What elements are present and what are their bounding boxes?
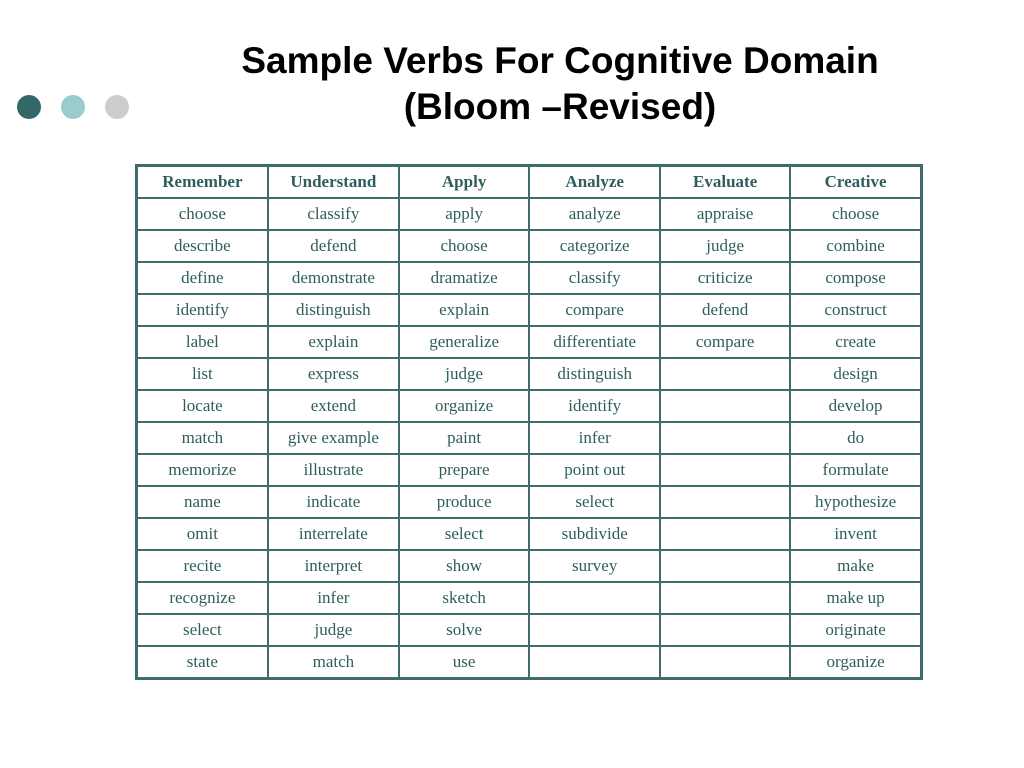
table-row: [137, 358, 922, 390]
column-header-analyze: Analyze: [529, 166, 660, 199]
table-cell: originate: [790, 614, 921, 646]
table-cell: differentiate: [529, 326, 660, 358]
table-cell: [660, 422, 790, 454]
table-cell: choose: [137, 198, 268, 230]
table-cell: state: [137, 646, 268, 679]
table-cell: [660, 614, 790, 646]
table-cell: do: [790, 422, 921, 454]
table-cell: omit: [137, 518, 268, 550]
table-cell: indicate: [268, 486, 399, 518]
table-row: [137, 646, 922, 679]
table-row: [137, 294, 922, 326]
table-cell: distinguish: [268, 294, 399, 326]
table-cell: select: [399, 518, 529, 550]
table-row: [137, 486, 922, 518]
table-cell: infer: [529, 422, 660, 454]
table-cell: name: [137, 486, 268, 518]
table-row: [137, 422, 922, 454]
column-header-apply: Apply: [399, 166, 529, 199]
table-cell: [529, 582, 660, 614]
table-cell: categorize: [529, 230, 660, 262]
table-row: [137, 454, 922, 486]
table-cell: [660, 390, 790, 422]
table-cell: subdivide: [529, 518, 660, 550]
column-header-understand: Understand: [268, 166, 399, 199]
table-cell: criticize: [660, 262, 790, 294]
table-cell: choose: [399, 230, 529, 262]
table-cell: select: [137, 614, 268, 646]
table-cell: [660, 486, 790, 518]
table-cell: apply: [399, 198, 529, 230]
table-cell: appraise: [660, 198, 790, 230]
table-cell: judge: [399, 358, 529, 390]
table-cell: hypothesize: [790, 486, 921, 518]
table-cell: invent: [790, 518, 921, 550]
table-cell: classify: [268, 198, 399, 230]
table-cell: [660, 454, 790, 486]
table-row: [137, 230, 922, 262]
table-cell: match: [137, 422, 268, 454]
table-row: [137, 262, 922, 294]
slide-title: [190, 38, 930, 130]
table-cell: analyze: [529, 198, 660, 230]
slide-title-line2: (Bloom –Revised): [403, 86, 717, 127]
table-cell: construct: [790, 294, 921, 326]
table-cell: paint: [399, 422, 529, 454]
table-cell: classify: [529, 262, 660, 294]
table-cell: give example: [268, 422, 399, 454]
table-cell: generalize: [399, 326, 529, 358]
column-header-evaluate: Evaluate: [660, 166, 790, 199]
table-cell: identify: [137, 294, 268, 326]
table-cell: show: [399, 550, 529, 582]
table-cell: [660, 358, 790, 390]
table-cell: describe: [137, 230, 268, 262]
table-cell: interpret: [268, 550, 399, 582]
table-cell: [660, 518, 790, 550]
table-cell: recognize: [137, 582, 268, 614]
table-cell: define: [137, 262, 268, 294]
table-cell: identify: [529, 390, 660, 422]
table-cell: [660, 646, 790, 679]
column-header-creative: Creative: [790, 166, 921, 199]
table-cell: prepare: [399, 454, 529, 486]
table-cell: memorize: [137, 454, 268, 486]
table-cell: judge: [268, 614, 399, 646]
dark-teal-dot: [17, 95, 41, 119]
table-cell: explain: [399, 294, 529, 326]
table-cell: locate: [137, 390, 268, 422]
table-header-row: [137, 166, 922, 199]
table-cell: [660, 550, 790, 582]
table-cell: illustrate: [268, 454, 399, 486]
table-cell: combine: [790, 230, 921, 262]
table-row: [137, 518, 922, 550]
table-cell: produce: [399, 486, 529, 518]
table-cell: survey: [529, 550, 660, 582]
table-cell: organize: [399, 390, 529, 422]
table-cell: use: [399, 646, 529, 679]
table-row: [137, 550, 922, 582]
gray-dot: [105, 95, 129, 119]
table-row: [137, 390, 922, 422]
table-cell: match: [268, 646, 399, 679]
cognitive-verbs-table: [135, 164, 923, 680]
table-cell: create: [790, 326, 921, 358]
table-cell: design: [790, 358, 921, 390]
table-cell: recite: [137, 550, 268, 582]
table-cell: judge: [660, 230, 790, 262]
table-cell: extend: [268, 390, 399, 422]
table-cell: point out: [529, 454, 660, 486]
light-teal-dot: [61, 95, 85, 119]
table-cell: interrelate: [268, 518, 399, 550]
table-cell: make up: [790, 582, 921, 614]
table-cell: compare: [529, 294, 660, 326]
slide-title-line1: Sample Verbs For Cognitive Domain: [241, 40, 879, 81]
table-cell: express: [268, 358, 399, 390]
table-cell: label: [137, 326, 268, 358]
table-cell: list: [137, 358, 268, 390]
table-cell: formulate: [790, 454, 921, 486]
table-cell: [529, 646, 660, 679]
table-cell: [660, 582, 790, 614]
table-row: [137, 326, 922, 358]
table-cell: develop: [790, 390, 921, 422]
table-cell: make: [790, 550, 921, 582]
table-cell: defend: [660, 294, 790, 326]
table-cell: defend: [268, 230, 399, 262]
column-header-remember: Remember: [137, 166, 268, 199]
table-row: [137, 614, 922, 646]
table-cell: solve: [399, 614, 529, 646]
table-body: [137, 198, 922, 679]
table-row: [137, 582, 922, 614]
table-cell: distinguish: [529, 358, 660, 390]
table-cell: explain: [268, 326, 399, 358]
table-cell: compare: [660, 326, 790, 358]
table-cell: select: [529, 486, 660, 518]
table-cell: sketch: [399, 582, 529, 614]
table-cell: compose: [790, 262, 921, 294]
table-row: [137, 198, 922, 230]
table-cell: infer: [268, 582, 399, 614]
table-cell: dramatize: [399, 262, 529, 294]
table-cell: organize: [790, 646, 921, 679]
table-cell: demonstrate: [268, 262, 399, 294]
table-header: [137, 166, 922, 199]
table-cell: choose: [790, 198, 921, 230]
table-cell: [529, 614, 660, 646]
